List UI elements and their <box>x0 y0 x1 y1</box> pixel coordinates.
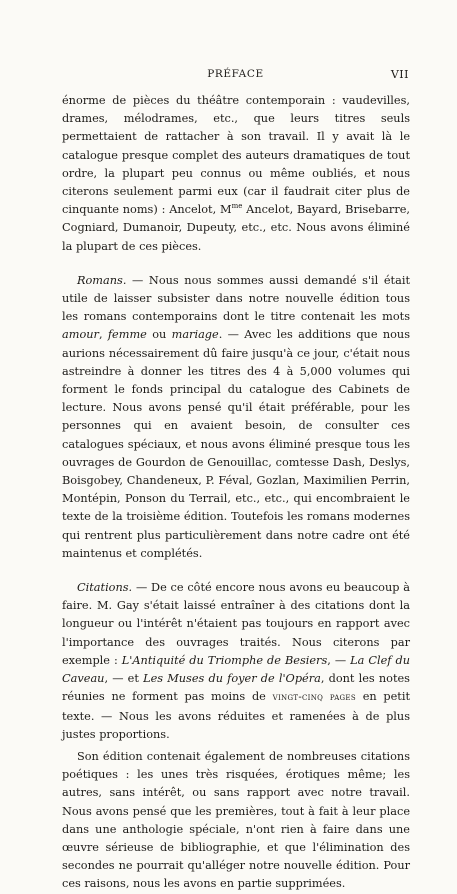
italic-run: La Clef du Caveau <box>62 653 410 686</box>
text-run: ou <box>146 328 172 342</box>
text-run: — Nous nous sommes aussi demandé s'il était utile de laisser subsister dans notre nouvelle édition tous les romans contemporains dont le titre contenait les mots <box>62 273 410 324</box>
text-run: Son édition contenait également de nombreuses citations poétiques : les unes très risquées, érotiques même; les autres, sans intérêt, ou sans rapport avec notre travail. Nous avons pensé que les premières, tout à fait à leur place dans une anthologie spéciale, n'ont rien à faire dans une œuvre sérieuse de bibliographie, et que l'élimination des secondes ne pourrait qu'alléger notre nouvelle édition. Pour ces raisons, nous les avons en partie supprimées. <box>62 749 410 891</box>
italic-run: mariage <box>171 328 219 342</box>
text-run: — De ce côté encore nous avons eu beaucoup à faire. M. Gay s'était laissé entraîner à des citations dont la longueur ou l'intérêt n'étaient pas toujours en rapport avec l'importance des ouvrages traités. Nous citerons par exemple : <box>62 581 410 667</box>
paragraph-poetic-citations <box>62 748 410 894</box>
text-run: , dont les notes réunies ne forment pas moins de <box>62 672 410 704</box>
body-text <box>62 92 410 894</box>
running-head: PRÉFACE <box>207 68 264 80</box>
page-header <box>62 68 409 82</box>
paragraph-romans <box>62 272 410 563</box>
text-run: énorme de pièces du théâtre contemporain : vaudevilles, drames, mélodrames, etc., que leurs titres seuls permettaient de rattacher à son travail. Il y avait là le catalogue presque complet des auteurs dramatiques de tout ordre, la plupart peu connus ou même oubliés, et nous citerons seulement parmi eux (car il faudrait citer plus de cinquante noms) : Ancelot, M <box>62 94 410 217</box>
page-number: VII <box>390 68 409 81</box>
text-run: en petit texte. — Nous les avons réduites et ramenées à de plus justes proportions. <box>62 690 411 741</box>
paragraph-citations <box>62 579 410 744</box>
superscript-run: me <box>231 202 243 211</box>
italic-run: femme <box>107 328 147 342</box>
italic-run: Citations. <box>77 581 133 595</box>
text-run: . — Avec les additions que nous aurions nécessairement dû faire jusqu'à ce jour, c'était nous astreindre à donner les titres des 4 à 5,000 volumes qui forment le fonds principal du catalogue des Cabinets de lecture. Nous avons pensé qu'il était préférable, pour les personnes qui en avaient besoin, de consulter ces catalogues spéciaux, et nous avons éliminé presque tous les ouvrages de Gourdon de Genouillac, comtesse Dash, Deslys, Boisgobey, Chandeneux, P. Féval, Gozlan, Maximilien Perrin, Montépin, Ponson du Terrail, etc., etc., qui encombraient le texte de la troisième édition. Toutefois les romans modernes qui rentrent plus particulièrement dans notre cadre ont été maintenus et complétés. <box>62 328 410 560</box>
italic-run: Romans. <box>77 273 127 287</box>
italic-run: L'Antiquité du Triomphe de Besiers <box>121 653 328 667</box>
text-run: , — <box>327 653 351 667</box>
italic-run: amour <box>62 328 99 342</box>
text-run: , — et <box>104 672 144 686</box>
paragraph-continued <box>62 92 410 256</box>
italic-run: Les Muses du foyer de l'Opéra <box>143 672 321 686</box>
text-run: , <box>98 328 108 342</box>
text-run: Ancelot, Bayard, Brisebarre, Cogniard, Dumanoir, Dupeuty, etc., etc. Nous avons éliminé la plupart de ces pièces. <box>62 203 411 253</box>
small-caps-run: vingt-cinq pages <box>272 692 356 704</box>
